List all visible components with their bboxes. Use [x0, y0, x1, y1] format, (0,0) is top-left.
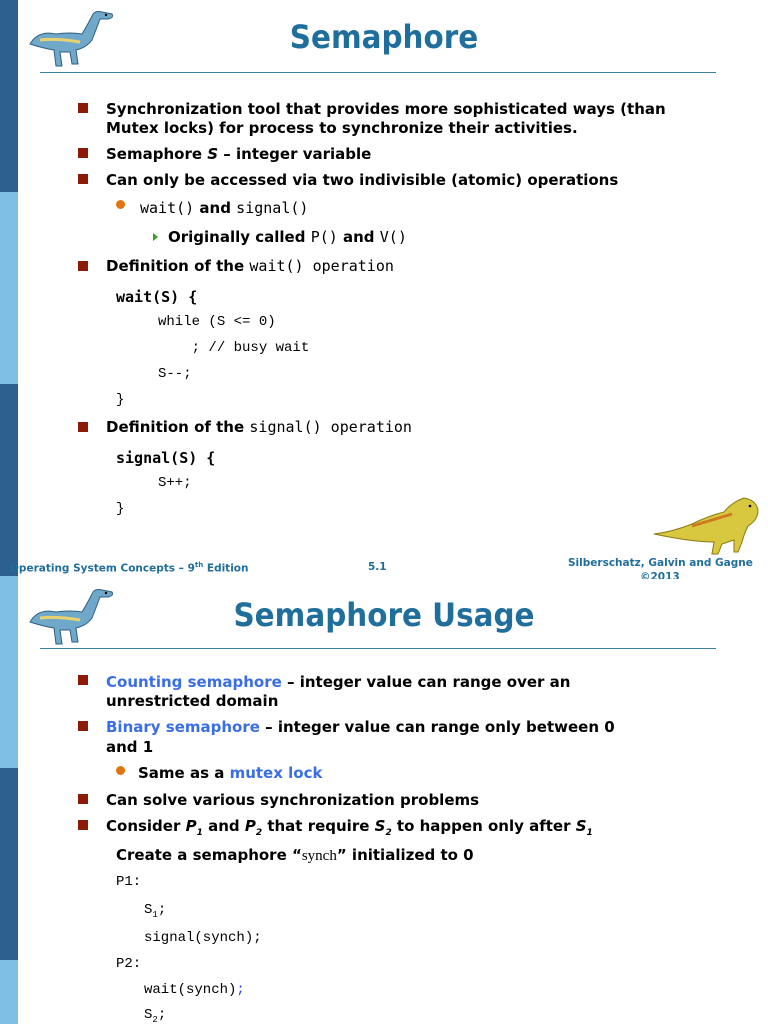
- sub-bullet-text: wait() and signal(): [140, 199, 309, 217]
- term-mutex-lock: mutex lock: [229, 764, 323, 782]
- wait-code-line-3: ; // busy wait: [116, 340, 310, 356]
- bullet-square: [78, 422, 88, 432]
- signal-code-line-1: signal(S) {: [116, 449, 216, 467]
- wait-code-line-5: }: [116, 392, 125, 408]
- bullet-square: [78, 261, 88, 271]
- p1-statement: $S_1$;: [144, 902, 167, 920]
- bullet-text: Can solve various synchronization problems: [106, 791, 480, 809]
- slide-semaphore-usage: [0, 582, 768, 1024]
- bullet-square: [78, 103, 88, 113]
- footer-page-number: 5.1: [368, 561, 387, 573]
- footer-copyright: ©2013: [640, 571, 680, 579]
- term-binary-semaphore: Binary semaphore: [106, 718, 260, 736]
- dinosaur-corner-icon: [652, 494, 762, 556]
- bullet-text: Definition of the signal() operation: [106, 418, 412, 436]
- footer-book-title: Operating System Concepts – 9th Edition: [10, 561, 249, 575]
- signal-code-line-3: }: [116, 501, 125, 517]
- signal-code-line-2: S++;: [116, 475, 192, 491]
- variable-s: S: [207, 145, 219, 163]
- slide-title: Semaphore Usage: [233, 596, 535, 634]
- bullet-square: [78, 820, 88, 830]
- bullet-circle: [116, 200, 125, 209]
- footer-authors: Silberschatz, Galvin and Gagne: [568, 557, 753, 569]
- p1-label: P1:: [116, 874, 142, 890]
- bullet-text: Synchronization tool that provides more sophisticated ways (than: [106, 100, 666, 118]
- bullet-square: [78, 174, 88, 184]
- wait-code-line-2: while (S <= 0): [116, 314, 276, 330]
- bullet-square: [78, 794, 88, 804]
- p1-signal: signal(synch);: [144, 930, 262, 946]
- bullet-text: Consider $P_1$ and $P_2$ that require $S_2$ to happen only after $S_1$: [106, 817, 593, 838]
- slide-title: Semaphore: [289, 18, 479, 56]
- wait-code-line-4: S--;: [116, 366, 192, 382]
- p2-label: P2:: [116, 956, 142, 972]
- bullet-square: [78, 721, 88, 731]
- title-underline: [40, 648, 716, 649]
- wait-code-line-1: wait(S) {: [116, 288, 198, 306]
- p2-wait: wait(synch);: [144, 982, 245, 998]
- bullet-square: [78, 148, 88, 158]
- sub-bullet-text: Same as a mutex lock: [138, 764, 323, 782]
- p2-statement: $S_2$;: [144, 1007, 167, 1025]
- term-counting-semaphore: Counting semaphore: [106, 673, 282, 691]
- bullet-text: and 1: [106, 738, 154, 756]
- bullet-circle: [116, 766, 125, 775]
- bullet-text: Can only be accessed via two indivisible (atomic) operations: [106, 171, 619, 189]
- bullet-square: [78, 675, 88, 685]
- bullet-arrow: [153, 233, 158, 241]
- bullet-text: Binary semaphore – integer value can range only between 0: [106, 718, 615, 736]
- create-semaphore-text: Create a semaphore “synch” initialized to 0: [116, 846, 474, 864]
- title-underline: [40, 72, 716, 73]
- bullet-text: Semaphore S – integer variable: [106, 145, 372, 163]
- bullet-text: Counting semaphore – integer value can range over an: [106, 673, 571, 691]
- bullet-text: Mutex locks) for process to synchronize their activities.: [106, 119, 578, 137]
- bullet-text: Definition of the wait() operation: [106, 257, 394, 275]
- bullet-text: unrestricted domain: [106, 692, 279, 710]
- sub-sub-bullet-text: Originally called P() and V(): [168, 228, 407, 246]
